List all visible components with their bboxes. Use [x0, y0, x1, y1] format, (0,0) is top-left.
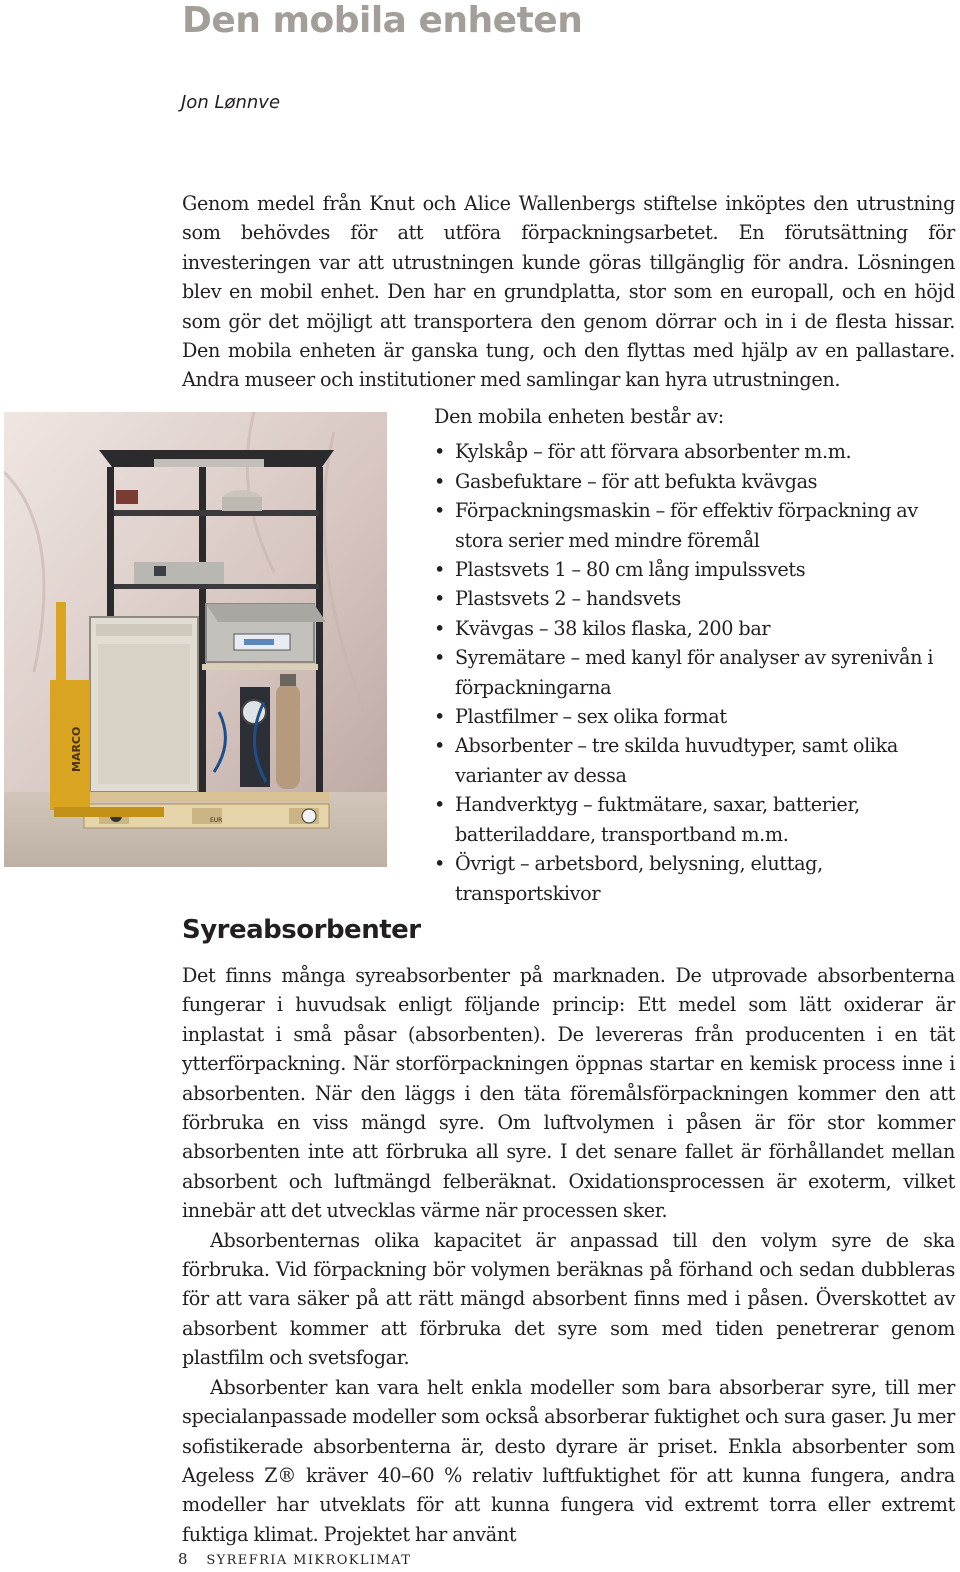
running-title: SYREFRIA MIKROKLIMAT: [206, 1553, 412, 1568]
pallet-stamp: EUR: [210, 817, 223, 824]
bullet-icon: •: [434, 440, 445, 464]
page-number: 8: [178, 1550, 188, 1568]
page-footer: [178, 1548, 411, 1572]
list-item: • Övrigt – arbetsbord, belysning, eluttag, transportskivor: [434, 849, 956, 908]
mobile-unit-illustration: [4, 412, 387, 867]
gas-cylinder: [276, 684, 300, 789]
mobile-unit-photo: [4, 412, 387, 867]
list-item: • Plastsvets 2 – handsvets: [434, 584, 956, 613]
section-paragraph: Absorbenter kan vara helt enkla modeller som bara absorberar syre, till mer specialanpassade modeller som också absorberar fuktighet och sura gaser. Ju mer sofistikerade absorbenterna är, desto dyrare är priset. Enkla absorbenter som Ageless Z® kräver 40–60 % relativ luftfuktighet för att kunna fungera, andra modeller har utveklats för att kunna fungera vid extremt torra eller extremt fuktiga klimat. Projektet har använt: [182, 1375, 955, 1546]
author-name: Jon Lønnve: [181, 92, 281, 113]
list-item: • Absorbenter – tre skilda huvudtyper, samt olika varianter av dessa: [434, 731, 956, 790]
list-item: • Plastfilmer – sex olika format: [434, 702, 956, 731]
list-item: • Förpackningsmaskin – för effektiv förpackning av stora serier med mindre föremål: [434, 496, 956, 555]
page-title: Den mobila enheten: [182, 0, 583, 41]
section-paragraph: Absorbenternas olika kapacitet är anpassad till den volym syre de ska förbruka. Vid förpackning bör volymen beräknas på förhand och sedan dubbleras för att vara säker på att rätt mängd absorbent finns med i påsen. Överskottet av absorbent kommer att förbruka det syre som med tiden penetrerar genom plastfilm och svetsfogar.: [182, 1228, 955, 1370]
bullet-icon: •: [434, 616, 445, 640]
bullet-icon: •: [434, 558, 445, 582]
bullet-icon: •: [434, 734, 445, 758]
bullet-icon: •: [434, 793, 445, 817]
bullet-icon: •: [434, 705, 445, 729]
bullet-icon: •: [434, 469, 445, 493]
pallet-jack-brand: MARCO: [70, 726, 83, 772]
list-item: • Plastsvets 1 – 80 cm lång impulssvets: [434, 555, 956, 584]
bullet-icon: •: [434, 587, 445, 611]
list-item: • Gasbefuktare – för att befukta kvävgas: [434, 467, 956, 496]
equipment-list-heading: Den mobila enheten består av:: [434, 405, 724, 428]
section-paragraph: Det finns många syreabsorbenter på marknaden. De utprovade absorbenterna fungerar i huvudsak enligt följande princip: Ett medel som lätt oxiderar är inplastat i små påsar (absorbenten). De levereras från producenten i en tät ytterförpackning. När storförpackningen öppnas startar en kemisk process inne i absorbenten. När den läggs i den täta föremålsförpackningen kommer den att förbruka en viss mängd syre. Om luftvolymen i påsen är för stor kommer absorbenten inte att förbruka all syre. I det senare fallet är förhållandet mellan absorbent och luftmängd felberäknat. Oxidationsprocessen är exoterm, vilket innebär att det utvecklas värme när processen sker.: [182, 964, 955, 1223]
bullet-icon: •: [434, 499, 445, 523]
list-item: • Handverktyg – fuktmätare, saxar, batterier, batteriladdare, transportband m.m.: [434, 790, 956, 849]
list-item: • Kvävgas – 38 kilos flaska, 200 bar: [434, 614, 956, 643]
pallet: [84, 792, 329, 802]
list-item: • Kylskåp – för att förvara absorbenter m.m.: [434, 437, 956, 466]
section-body: [182, 961, 955, 1549]
intro-paragraph: Genom medel från Knut och Alice Wallenbergs stiftelse inköptes den utrustning som behövdes för att utföra förpackningsarbetet. En förutsättning för investeringen var att utrustningen kunde göras tillgänglig för andra. Lösningen blev en mobil enhet. Den har en grundplatta, stor som en europall, och en höjd som gör det möjligt att transportera den genom dörrar och in i de flesta hissar. Den mobila enheten är ganska tung, och den flyttas med hjälp av en pallastare. Andra museer och institutioner med samlingar kan hyra utrustningen.: [182, 192, 955, 392]
equipment-list: [434, 402, 956, 908]
bullet-icon: •: [434, 646, 445, 670]
bullet-icon: •: [434, 852, 445, 876]
list-item: • Syremätare – med kanyl för analyser av syrenivån i förpackningarna: [434, 643, 956, 702]
section-heading: Syreabsorbenter: [182, 915, 421, 945]
